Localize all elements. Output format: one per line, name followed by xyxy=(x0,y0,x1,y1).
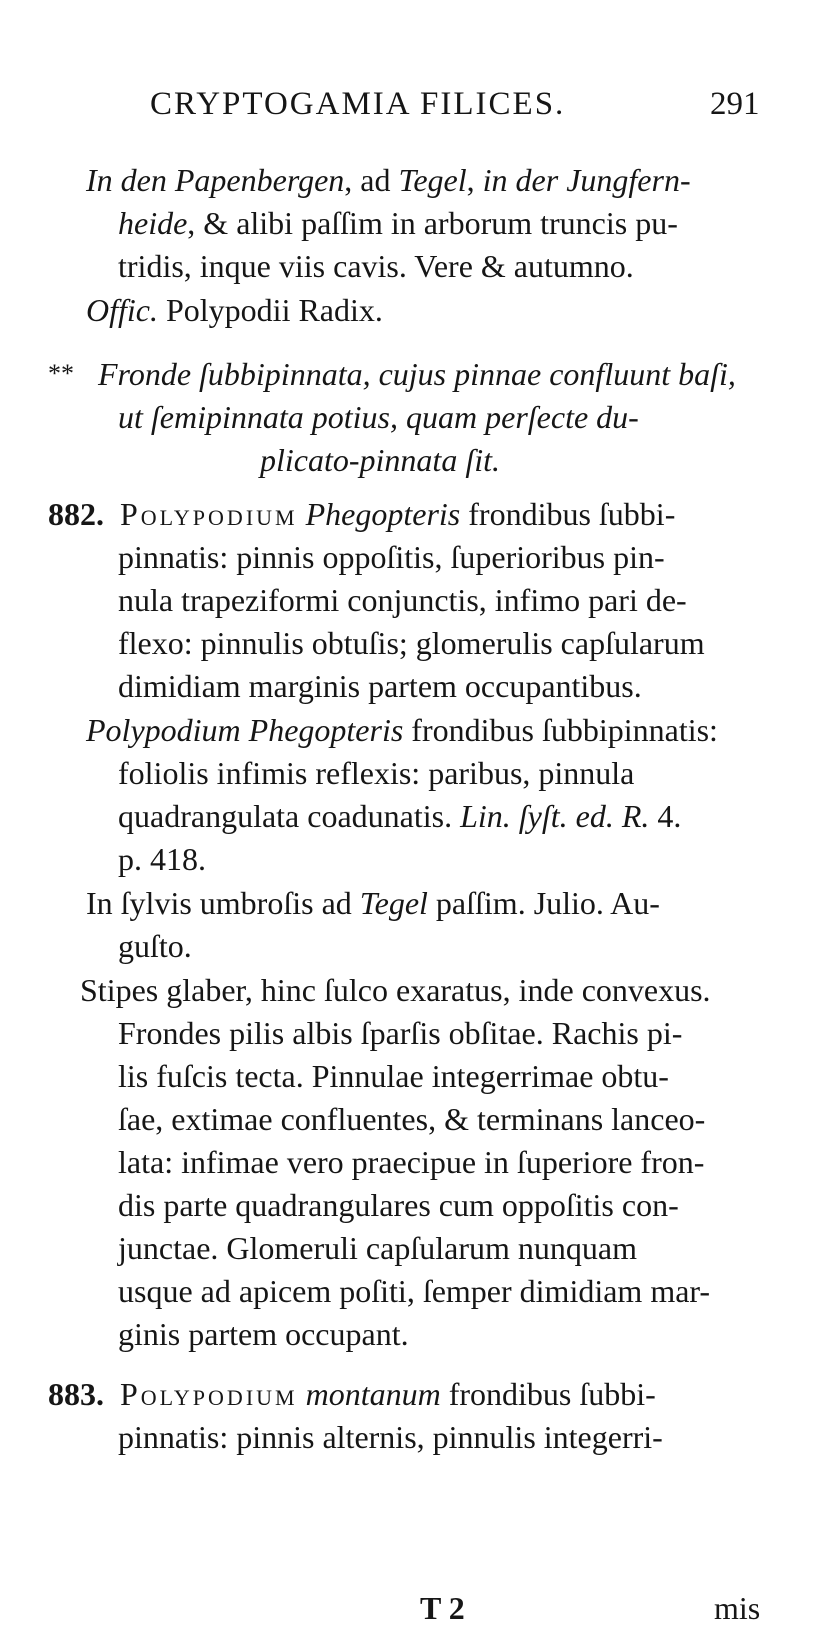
description-line-8: usque ad apicem poſiti, ſemper dimidiam mar- xyxy=(118,1273,711,1309)
offic-label: Offic. xyxy=(86,292,158,328)
entry-882-line-3: nula trapeziformi conjunctis, infimo pari de- xyxy=(118,582,687,618)
description-line-3: lis fuſcis tecta. Pinnulae integerrimae obtu- xyxy=(118,1058,669,1094)
species-name: montanum xyxy=(305,1376,441,1412)
entry-882-line-2: pinnatis: pinnis oppoſitis, ſuperioribus pin- xyxy=(118,539,665,575)
signature-mark: T 2 xyxy=(420,1590,465,1626)
entry-882-line-5: dimidiam marginis partem occupantibus. xyxy=(118,668,642,704)
page-number: 291 xyxy=(710,86,760,122)
text: frondibus ſubbi- xyxy=(440,1376,656,1412)
description-line-4: ſae, extimae confluentes, & terminans lanceo- xyxy=(118,1101,706,1137)
text: quadrangulata coadunatis. xyxy=(118,798,461,834)
habitat-line-2 xyxy=(118,203,678,243)
genus-name: Polypodium xyxy=(120,1376,298,1412)
habitat-882-line-2: guſto. xyxy=(118,928,192,964)
synonym-line-1 xyxy=(86,710,718,750)
habitat-line-1 xyxy=(86,160,691,200)
text: frondibus ſubbi- xyxy=(460,496,676,532)
species-name: Phegopteris xyxy=(305,496,461,532)
catchword: mis xyxy=(714,1590,761,1626)
entry-number: 882. xyxy=(48,496,104,532)
description-line-5: lata: infimae vero praecipue in ſuperiore fron- xyxy=(118,1144,705,1180)
text: In ſylvis umbroſis ad xyxy=(86,885,360,921)
text: , & alibi paſſim in arborum truncis pu- xyxy=(187,205,678,241)
description-line-6: dis parte quadrangulares cum oppoſitis con- xyxy=(118,1187,679,1223)
entry-882-line-1 xyxy=(48,494,675,534)
text: paſſim. Julio. Au- xyxy=(427,885,660,921)
description-line-1: Stipes glaber, hinc ſulco exaratus, inde convexus. xyxy=(80,972,711,1008)
place-name: heide xyxy=(118,205,188,241)
description-line-2: Frondes pilis albis ſparſis obſitae. Rachis pi- xyxy=(118,1015,683,1051)
synonym-name: Polypodium Phegopteris xyxy=(86,712,404,748)
text: , xyxy=(466,162,483,198)
place-name: In den Papenbergen xyxy=(86,162,345,198)
entry-number: 883. xyxy=(48,1376,104,1412)
citation: Lin. ſyſt. ed. R. xyxy=(460,798,650,834)
offic-line xyxy=(86,290,383,330)
section-heading-line-3: plicato-pinnata ſit. xyxy=(260,442,500,478)
section-heading-line-2: ut ſemipinnata potius, quam perſecte du- xyxy=(118,399,639,435)
place-name: Tegel xyxy=(398,162,467,198)
entry-883-line-1 xyxy=(48,1374,656,1414)
running-head: CRYPTOGAMIA FILICES. xyxy=(150,86,566,122)
synonym-line-4: p. 418. xyxy=(118,841,206,877)
place-name: Tegel xyxy=(359,885,428,921)
entry-882-line-4: flexo: pinnulis obtuſis; glomerulis capſularum xyxy=(118,625,705,661)
description-line-7: junctae. Glomeruli capſularum nunquam xyxy=(118,1230,637,1266)
synonym-line-2: foliolis infimis reflexis: paribus, pinnula xyxy=(118,755,635,791)
entry-883-line-2: pinnatis: pinnis alternis, pinnulis integerri- xyxy=(118,1419,663,1455)
text: frondibus ſubbipinnatis: xyxy=(403,712,718,748)
genus-name: Polypodium xyxy=(120,496,298,532)
habitat-882-line-1 xyxy=(86,883,660,923)
habitat-line-3: tridis, inque viis cavis. Vere & autumno. xyxy=(118,248,634,284)
offic-text: Polypodii Radix. xyxy=(157,292,383,328)
synonym-line-3 xyxy=(118,796,681,836)
text: 4. xyxy=(649,798,682,834)
text: , ad xyxy=(344,162,399,198)
description-line-9: ginis partem occupant. xyxy=(118,1316,409,1352)
place-name: in der Jungfern- xyxy=(482,162,691,198)
section-heading-line-1: Fronde ſubbipinnata, cujus pinnae confluunt baſi, xyxy=(98,356,736,392)
section-marker: ** xyxy=(48,359,74,388)
